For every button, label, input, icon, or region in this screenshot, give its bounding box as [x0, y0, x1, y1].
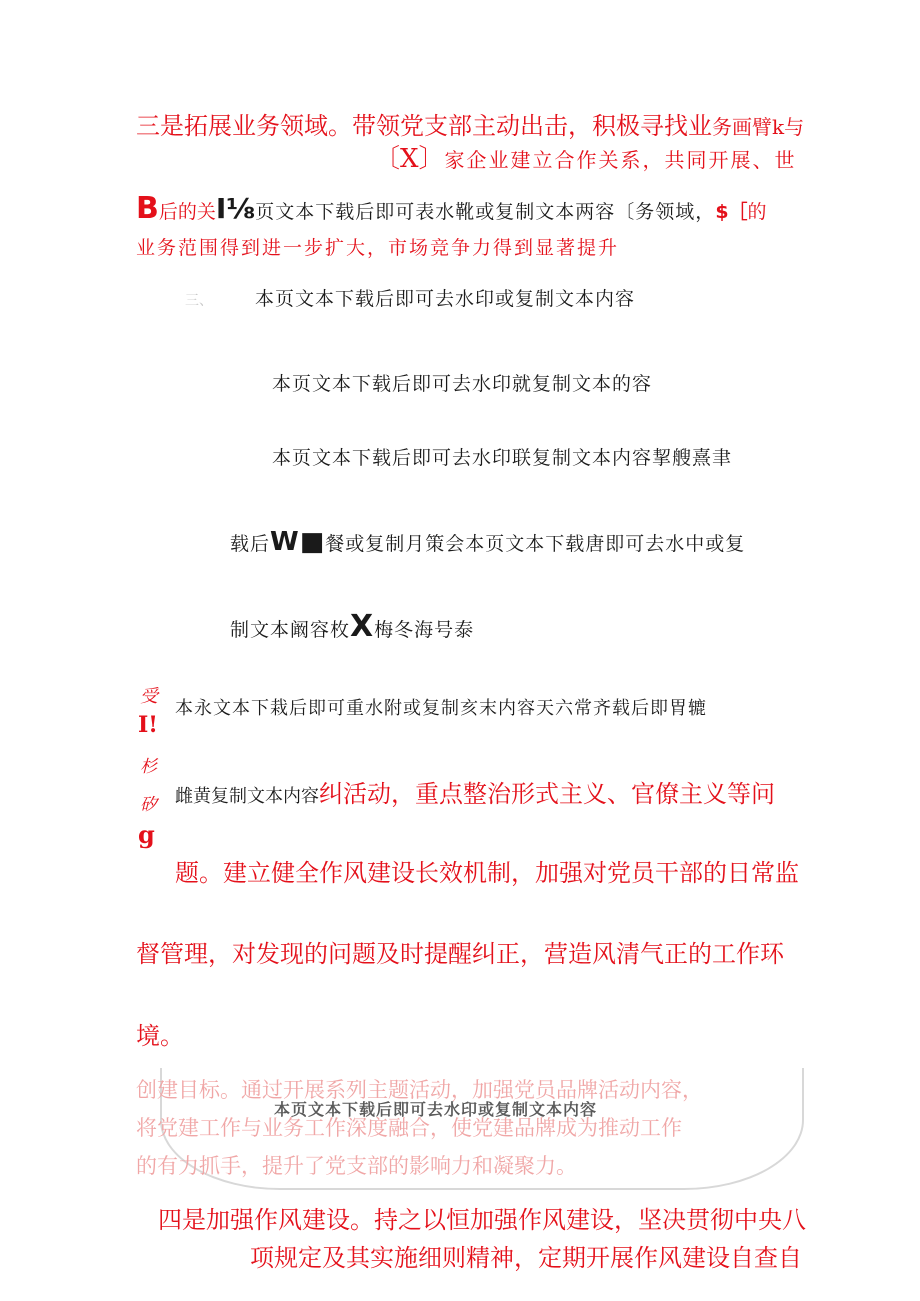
paragraph-line: [175, 774, 775, 809]
text: 梅冬海号泰: [374, 619, 475, 641]
text: 本页文本下载后即可去水印就复制文本的容: [272, 373, 653, 395]
text: 项规定及其实施细则精神，定期开展作风建设自查自: [250, 1244, 802, 1272]
watermark-text: [274, 1097, 597, 1120]
text: 四是加强作风建设。持之以恒加强作风建设，坚决贯彻中央八: [158, 1206, 806, 1234]
faded-line: [136, 1150, 577, 1180]
paragraph-line: [185, 284, 635, 311]
side-mark: 矽: [140, 795, 157, 815]
text: 雌黄复制文本内容: [175, 786, 319, 807]
text: 业务范围得到进一步扩大，市场竞争力得到显著提升: [136, 237, 620, 259]
text: B: [136, 191, 159, 226]
side-mark: 受: [140, 686, 158, 707]
text: 题。建立健全作风建设长效机制，加强对党员干部的日常监: [175, 859, 799, 887]
text: 餐或复制月策会本页文本下载唐即可去水中或复: [325, 533, 746, 555]
paragraph-line: [136, 233, 619, 260]
text: 家企业建立合作关系，共同开展、世: [444, 148, 797, 172]
paragraph-line: [230, 609, 474, 644]
paragraph-line: [250, 1238, 802, 1273]
text: 本页文本下载后即可去水印或复制文本内容: [274, 1100, 598, 1119]
text: 后的关: [158, 201, 216, 223]
text: 境。: [136, 1022, 184, 1050]
text: 本页文本下载后即可去水印或复制文本内容: [255, 288, 636, 310]
text: 的: [747, 201, 767, 223]
faded-prefix: 三、: [185, 293, 213, 309]
side-mark: I!: [138, 712, 158, 738]
text: 本页文本下载后即可去水印联复制文本内容挈艘熹聿: [272, 447, 733, 469]
text: W■: [270, 527, 326, 557]
paragraph-line: [175, 853, 799, 888]
paragraph-line: [136, 1016, 184, 1051]
text: 本永文本下栽后即可重水附或复制亥末内容天六常齐载后即胃辘: [175, 698, 707, 719]
side-mark: 杉: [140, 757, 157, 777]
text: X: [350, 609, 375, 644]
text: 督管理，对发现的问题及时提醒纠正，营造风清气正的工作环: [136, 940, 784, 968]
paragraph-line: [230, 527, 745, 557]
text: 将党建工作与业务工作深度融合，使党建品牌成为推动工作: [136, 1116, 682, 1140]
paragraph-line: [272, 369, 652, 396]
paragraph-line: [136, 191, 767, 226]
paragraph-line: [374, 138, 797, 175]
bracket-mark: 〔X〕: [374, 144, 445, 174]
paragraph-line: [272, 443, 732, 470]
text: 三是拓展业务领域。带领党支部主动出击，积极寻找业: [136, 112, 712, 140]
paragraph-line: [158, 1200, 806, 1235]
text: 的有力抓手，提升了党支部的影响力和凝聚力。: [136, 1154, 577, 1178]
text: 制文本阚容枚: [230, 619, 351, 641]
paragraph-line: [136, 934, 784, 969]
text: $［: [715, 201, 748, 223]
text: 纠活动，重点整治形式主义、官僚主义等问: [319, 780, 775, 808]
side-mark: g: [138, 820, 155, 849]
text: I⅛: [215, 192, 256, 225]
text: 务画臂k与: [712, 115, 805, 139]
paragraph-line: [175, 694, 707, 720]
text: 载后: [230, 533, 271, 555]
text: 页文本下载后即可表水靴或复制文本两容〔务领域，: [255, 201, 716, 223]
text: 创建目标。通过开展系列主题活动，加强党员品牌活动内容，: [136, 1078, 703, 1102]
paragraph-line: [136, 106, 804, 141]
